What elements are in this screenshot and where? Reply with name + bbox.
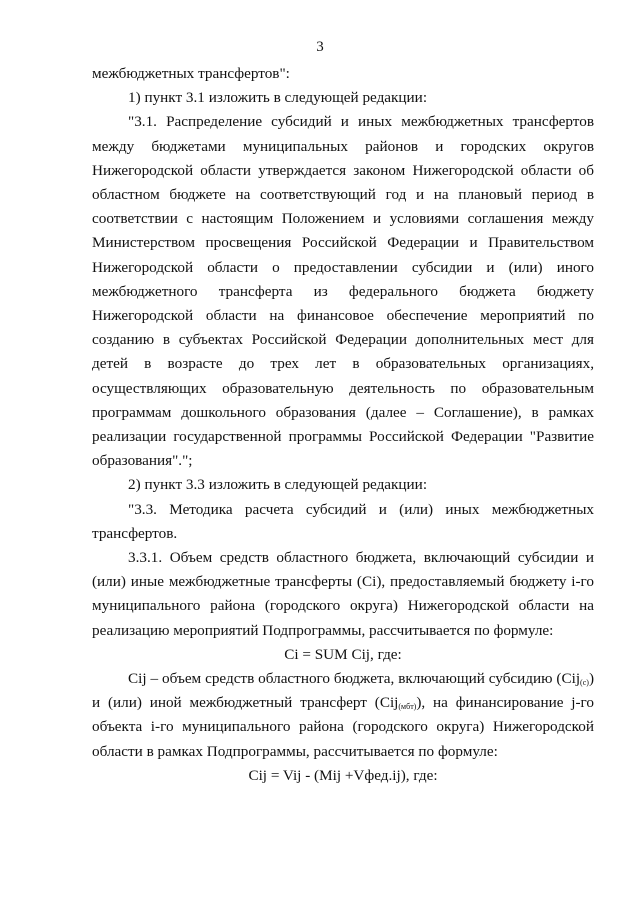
cij-text-part-1: Cij – объем средств областного бюджета, включающий субсидию (Cij (128, 670, 581, 688)
cij-subscript-mbt: (мбт) (398, 702, 417, 712)
paragraph-item-1: 1) пункт 3.1 изложить в следующей редакции: (128, 89, 428, 107)
cij-text-part-2: ) и (или) иной межбюджетный трансферт (Cij (92, 670, 594, 712)
document-body (92, 62, 594, 788)
formula-cij: Cij = Vij - (Mij +Vфед.ij), где: (248, 766, 438, 784)
paragraph-clause-3-3-1: 3.3.1. Объем средств областного бюджета, включающий субсидии и (или) иные межбюджетные трансферты (Ci), предоставляемый бюджету i-го муниципального района (городского округа) Нижегородской области на реализацию мероприятий Подпрограммы, рассчитывается по формуле: (92, 549, 594, 639)
page-number: 3 (316, 39, 324, 55)
cij-subscript-s: (с) (580, 678, 589, 688)
paragraph-cij-definition (92, 667, 594, 764)
cij-text-part-3: ), на финансирование j-го объекта i-го муниципального района (городского округа) Нижегородской области в рамках Подпрограммы, рассчитывается по формуле: (92, 694, 594, 760)
paragraph-clause-3-1: "3.1. Распределение субсидий и иных межбюджетных трансфертов между бюджетами муниципальных районов и городских округов Нижегородской области утверждается законом Нижегородской области об областном бюджете на соответствующий год и на плановый период в соответствии с настоящим Положением и условиями соглашения между Министерством просвещения Российской Федерации и Правительством Нижегородской области о предоставлении субсидии и (или) иного межбюджетного трансферта из федерального бюджета бюджету Нижегородской области на финансовое обеспечение мероприятий по созданию в субъектах Российской Федерации дополнительных мест для детей в возрасте до трех лет в образовательных организациях, осуществляющих образовательную деятельность по образовательным программам дошкольного образования (далее – Соглашение), в рамках реализации государственной программы Российской Федерации "Развитие образования"."; (92, 113, 594, 470)
paragraph-item-2: 2) пункт 3.3 изложить в следующей редакции: (128, 476, 428, 494)
paragraph-continuation: межбюджетных трансфертов": (92, 65, 290, 82)
formula-ci: Ci = SUM Cij, где: (284, 645, 402, 663)
paragraph-clause-3-3: "3.3. Методика расчета субсидий и (или) иных межбюджетных трансфертов. (92, 500, 594, 542)
